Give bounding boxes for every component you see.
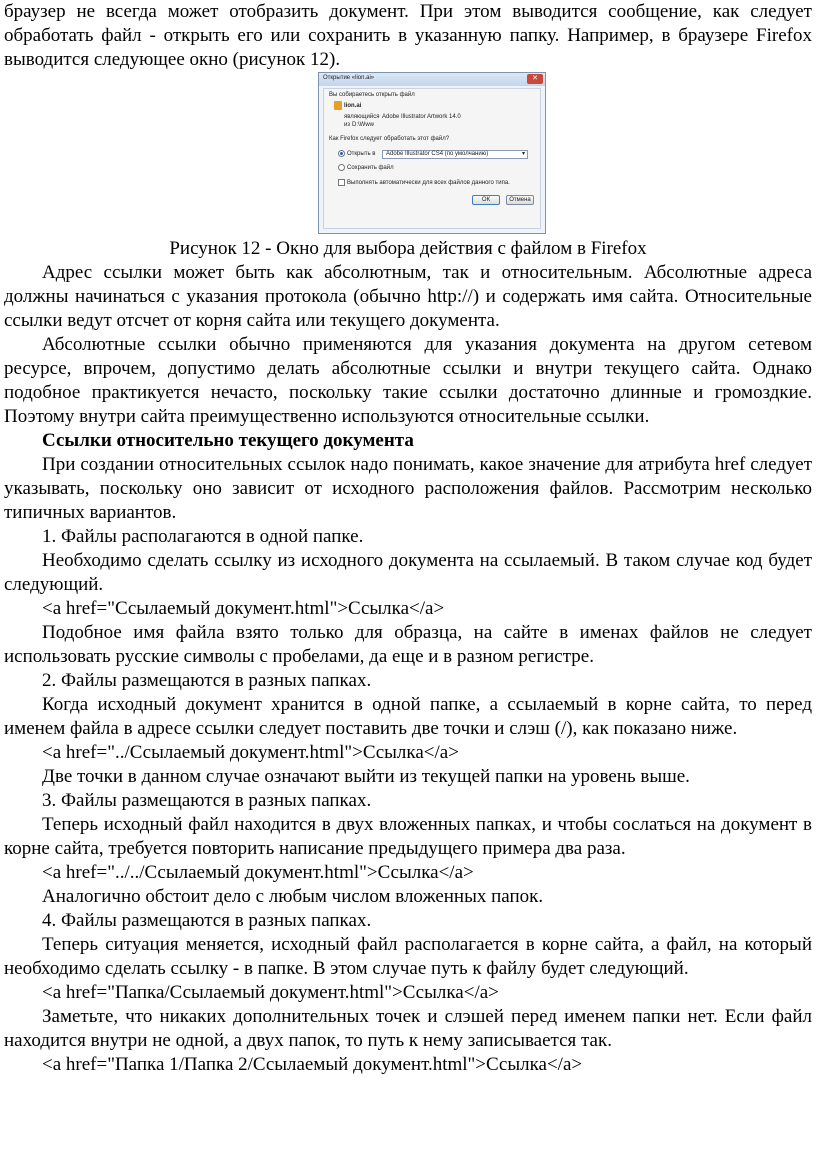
dialog-filename [334,101,361,110]
section-heading: Ссылки относительно текущего документа [42,430,414,451]
dialog-from-label: из [344,122,351,128]
filename-text: lion.ai [344,103,362,110]
paragraph: Когда исходный документ хранится в одной папке, а ссылаемый в корне сайта, то перед именем файла в адресе ссылки следует поставить две точки и слэш (/), как показано ниже. [4,694,812,739]
radio-save-file[interactable] [338,164,394,171]
paragraph: При создании относительных ссылок надо понимать, какое значение для атрибута href следует указывать, поскольку оно зависит от исходного расположения файлов. Рассмотрим несколько типичных вариантов. [4,454,812,523]
dialog-title-bar [319,73,545,86]
dialog-chosen-label: Вы собираетесь открыть файл [329,92,415,98]
paragraph: Подобное имя файла взято только для образца, на сайте в именах файлов не следует использовать русские символы с пробелами, да еще и в разном регистре. [4,622,812,667]
list-item: 1. Файлы располагаются в одной папке. [42,526,364,547]
dialog-question: Как Firefox следует обработать этот файл? [329,136,450,142]
file-icon [334,101,342,110]
code-line: <a href="Папка/Ссылаемый документ.html">Ссылка</a> [42,982,499,1003]
dialog-title: Открытие «lion.ai» [323,75,375,81]
list-item: 3. Файлы размещаются в разных папках. [42,790,372,811]
paragraph: Аналогично обстоит дело с любым числом вложенных папок. [42,886,544,907]
code-line: <a href="Папка 1/Папка 2/Ссылаемый документ.html">Ссылка</a> [42,1054,583,1075]
dialog-from-value: D:\Www [352,122,374,128]
paragraph: Две точки в данном случае означают выйти из текущей папки на уровень выше. [42,766,690,787]
paragraph: Теперь исходный файл находится в двух вложенных папках, и чтобы сослаться на документ в корне сайта, требуется повторить написание предыдущего примера два раза. [4,814,812,859]
radio-open-with[interactable] [338,150,375,157]
radio-on-icon[interactable] [338,150,345,157]
close-icon[interactable]: ✕ [527,74,543,84]
list-item: 4. Файлы размещаются в разных папках. [42,910,372,931]
ok-button[interactable]: ОК [472,195,500,205]
code-line: <a href="../../Ссылаемый документ.html">Ссылка</a> [42,862,474,883]
firefox-open-dialog [318,72,546,234]
paragraph: Необходимо сделать ссылку из исходного документа на ссылаемый. В таком случае код будет следующий. [4,550,812,595]
intro-paragraph: браузер не всегда может отобразить документ. При этом выводится сообщение, как следует обработать файл - открыть его или сохранить в указанную папку. Например, в браузере Firefox выводится следующее окно (рисунок 12). [4,1,812,70]
figure-caption: Рисунок 12 - Окно для выбора действия с файлом в Firefox [169,238,647,259]
paragraph: Абсолютные ссылки обычно применяются для указания документа на другом сетевом ресурсе, впрочем, допустимо делать абсолютные ссылки и внутри текущего сайта. Однако подобное практикуется нечасто, поскольку такие ссылки достаточно длинные и громоздкие. Поэтому внутри сайта преимущественно используются относительные ссылки. [4,334,812,427]
paragraph: Заметьте, что никаких дополнительных точек и слэшей перед именем папки нет. Если файл находится внутри не одной, а двух папок, то путь к нему записывается так. [4,1006,812,1051]
paragraph: Теперь ситуация меняется, исходный файл располагается в корне сайта, а файл, на который необходимо сделать ссылку - в папке. В этом случае путь к файлу будет следующий. [4,934,812,979]
figure-12 [4,72,812,236]
auto-label: Выполнять автоматически для всех файлов данного типа. [347,180,510,187]
code-line: <a href="../Ссылаемый документ.html">Ссылка</a> [42,742,459,763]
open-with-label: Открыть в [347,151,376,158]
dialog-body [323,88,541,229]
radio-off-icon[interactable] [338,164,345,171]
auto-checkbox[interactable] [338,179,510,186]
open-with-select[interactable] [382,150,528,159]
list-item: 2. Файлы размещаются в разных папках. [42,670,372,691]
dialog-type-label: являющийся [344,114,380,120]
dialog-type-value: Adobe Illustrator Artwork 14.0 [382,114,461,120]
open-with-value: Adobe Illustrator CS4 (по умолчанию) [386,151,489,157]
paragraph: Адрес ссылки может быть как абсолютным, так и относительным. Абсолютные адреса должны начинаться с указания протокола (обычно http://) и содержать имя сайта. Относительные ссылки ведут отсчет от корня сайта или текущего документа. [4,262,812,331]
cancel-button[interactable]: Отмена [506,195,534,205]
checkbox-icon[interactable] [338,179,345,186]
chevron-down-icon[interactable]: ▾ [521,151,525,157]
save-file-label: Сохранить файл [347,165,394,172]
code-line: <a href="Ссылаемый документ.html">Ссылка</a> [42,598,445,619]
document-page [4,0,812,1077]
